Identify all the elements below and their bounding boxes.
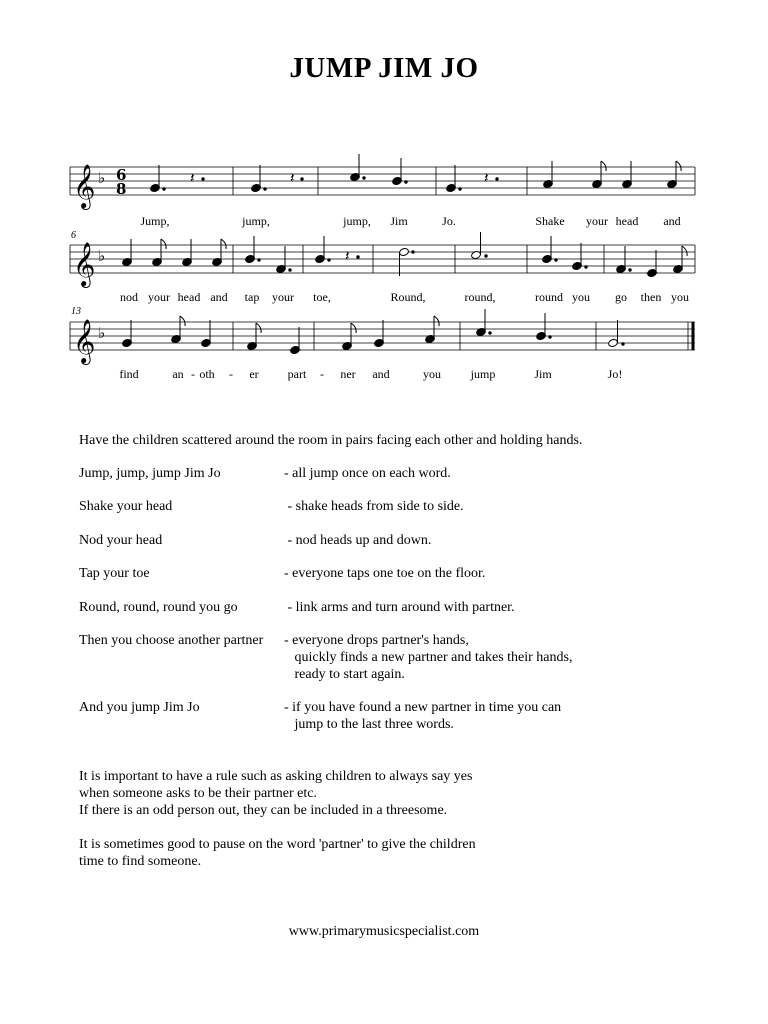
lyric: head (615, 214, 639, 228)
lyric: part (287, 367, 307, 381)
instruction-action: - if you have found a new partner in time you can jump to the last three words. (284, 700, 562, 732)
staff-system-1 (0, 160, 768, 230)
instruction-action: - everyone drops partner's hands, quickly finds a new partner and takes their hands, ready to start again. (284, 633, 573, 682)
music-system-2 (0, 230, 768, 308)
instruction-cue: Tap your toe (79, 566, 150, 581)
svg-text:𝄽: 𝄽 (290, 169, 295, 187)
instruction-action: - shake heads from side to side. (284, 499, 464, 514)
instruction-cue: Jump, jump, jump Jim Jo (79, 466, 221, 481)
note-paragraph: It is important to have a rule such as asking children to always say yes when someone asks to be their partner etc. If there is an odd person out, they can be included in a threesome. (79, 769, 473, 818)
lyric: find (119, 367, 139, 381)
instruction-cue: Then you choose another partner (79, 633, 264, 648)
lyric: an (172, 367, 184, 381)
flat-icon: ♭ (98, 324, 106, 342)
lyric: toe, (313, 290, 331, 304)
flat-icon: ♭ (98, 169, 106, 187)
lyric: and (372, 367, 390, 381)
svg-text:𝄽: 𝄽 (190, 169, 195, 187)
lyric: Round, (390, 290, 426, 304)
lyric: your (148, 290, 170, 304)
page-title: JUMP JIM JO (289, 52, 479, 84)
treble-clef-icon: 𝄞 (73, 319, 96, 363)
lyric: Jim (390, 214, 408, 228)
flat-icon: ♭ (98, 247, 106, 265)
instruction-action: - nod heads up and down. (284, 533, 432, 548)
measure-number: 13 (71, 306, 81, 317)
lyric: jump, (242, 214, 270, 228)
lyric: nod (120, 290, 138, 304)
lyric: Jo. (442, 214, 456, 228)
lyric: go (615, 290, 627, 304)
time-sig-top: 6 (116, 166, 127, 184)
instruction-cue: Round, round, round you go (79, 600, 238, 615)
footer-url: www.primarymusicspecialist.com (288, 924, 480, 939)
lyric: - (229, 367, 233, 381)
lyric: your (586, 214, 608, 228)
lyric: you (423, 367, 441, 381)
treble-clef-icon: 𝄞 (73, 242, 96, 286)
lyric: and (210, 290, 228, 304)
lyric: oth (199, 367, 215, 381)
lyric: Jo! (607, 367, 623, 381)
lyric: and (663, 214, 681, 228)
instruction-cue: Shake your head (79, 499, 173, 514)
instruction-action: - everyone taps one toe on the floor. (284, 566, 486, 581)
instruction-action: - all jump once on each word. (284, 466, 451, 481)
lyric: Shake (535, 214, 565, 228)
lyric: tap (244, 290, 260, 304)
svg-text:𝄽: 𝄽 (484, 169, 489, 187)
note-paragraph: It is sometimes good to pause on the word 'partner' to give the children time to find someone. (79, 837, 476, 869)
lyric: ner (340, 367, 356, 381)
treble-clef-icon: 𝄞 (73, 164, 96, 208)
lyric: - (320, 367, 324, 381)
music-system-1 (0, 160, 768, 230)
lyric: round, (464, 290, 496, 304)
instruction-cue: Nod your head (79, 533, 163, 548)
measure-number: 6 (71, 230, 76, 241)
instruction-cue: And you jump Jim Jo (79, 700, 200, 715)
lyric: your (272, 290, 294, 304)
lyric: Jim (534, 367, 552, 381)
time-sig-bottom: 8 (116, 180, 127, 198)
lyric: er (249, 367, 259, 381)
intro-text: Have the children scattered around the room in pairs facing each other and holding hands. (79, 433, 583, 448)
lyric: - (191, 367, 195, 381)
lyric: jump (470, 367, 496, 381)
lyric: head (177, 290, 201, 304)
music-system-3 (0, 306, 768, 385)
lyric: then (640, 290, 662, 304)
lyric: you (572, 290, 590, 304)
lyric: jump, (343, 214, 371, 228)
lyric: round (535, 290, 563, 304)
svg-text:𝄽: 𝄽 (345, 247, 350, 265)
lyric: you (671, 290, 689, 304)
instruction-action: - link arms and turn around with partner. (284, 600, 515, 615)
lyric: Jump, (140, 214, 170, 228)
